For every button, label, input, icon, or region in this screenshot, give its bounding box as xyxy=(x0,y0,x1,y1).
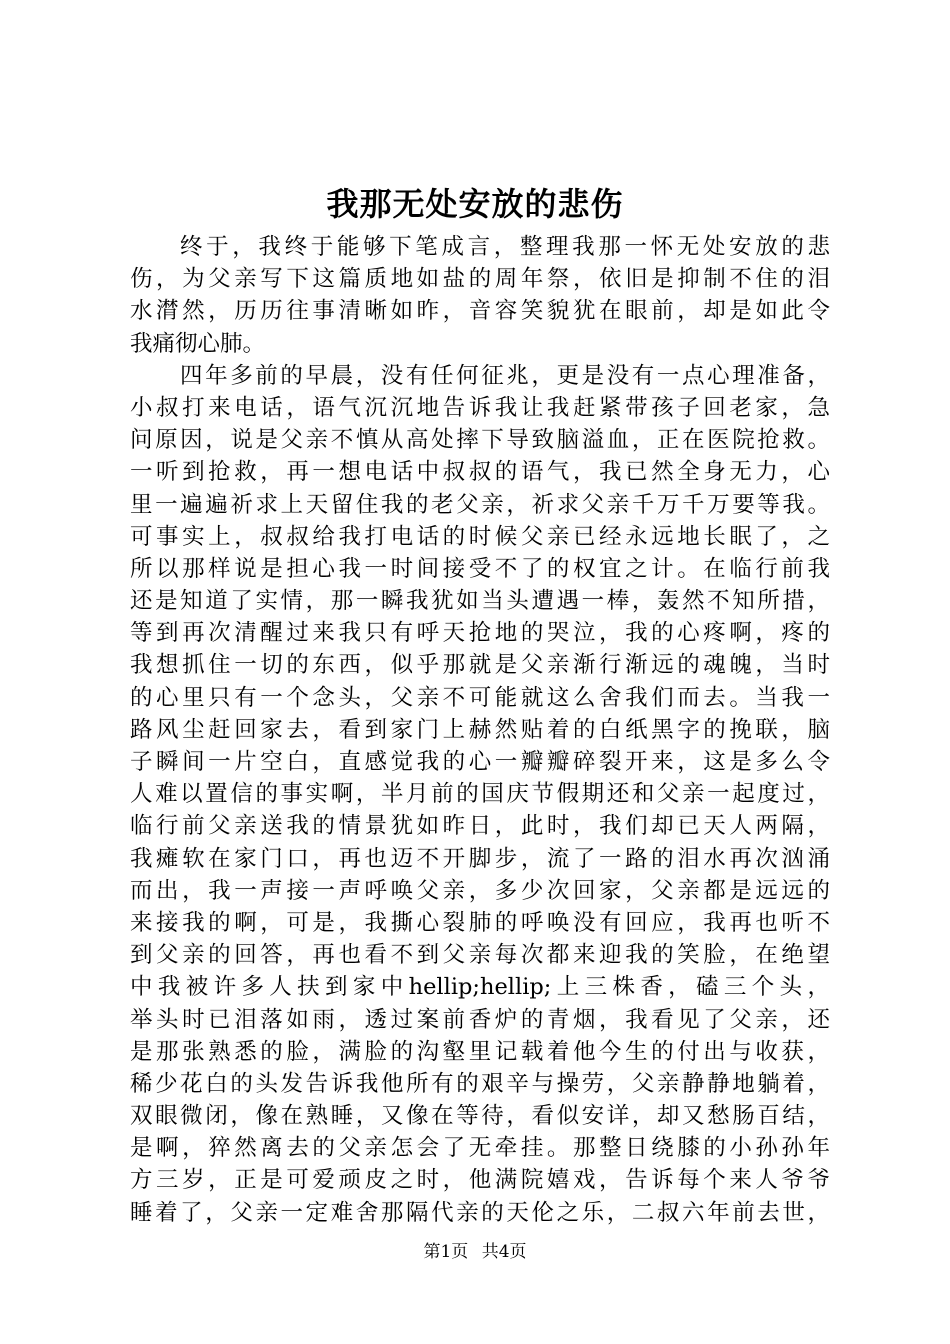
text-line: 人难以置信的事实啊，半月前的国庆节假期还和父亲一起度过， xyxy=(130,781,830,808)
text-line: 伤，为父亲写下这篇质地如盐的周年祭，依旧是抑制不住的泪 xyxy=(130,266,830,293)
text-line: 我想抓住一切的东西，似乎那就是父亲渐行渐远的魂魄，当时 xyxy=(130,652,830,679)
page-number-total: 共4页 xyxy=(481,1242,527,1262)
document-body xyxy=(130,231,830,1229)
text-line: 临行前父亲送我的情景犹如昨日，此时，我们却已天人两隔， xyxy=(130,813,830,840)
text-line: 所以那样说是担心我一时间接受不了的权宜之计。在临行前我 xyxy=(130,555,830,582)
text-line: 我痛彻心肺。 xyxy=(130,330,266,357)
text-line: 还是知道了实情，那一瞬我犹如当头遭遇一棒，轰然不知所措， xyxy=(130,588,830,615)
page-footer xyxy=(0,1240,950,1264)
text-line: 水潸然，历历往事清晰如昨，音容笑貌犹在眼前，却是如此令 xyxy=(130,298,830,325)
text-line: 方三岁，正是可爱顽皮之时，他满院嬉戏，告诉每个来人爷爷 xyxy=(130,1167,830,1194)
text-line: 稀少花白的头发告诉我他所有的艰辛与操劳，父亲静静地躺着， xyxy=(130,1070,830,1097)
text-line: 的心里只有一个念头，父亲不可能就这么舍我们而去。当我一 xyxy=(130,684,830,711)
text-line: 四年多前的早晨，没有任何征兆，更是没有一点心理准备， xyxy=(180,362,830,389)
text-line: 我瘫软在家门口，再也迈不开脚步，流了一路的泪水再次汹涌 xyxy=(130,845,830,872)
text-line: 是那张熟悉的脸，满脸的沟壑里记载着他今生的付出与收获， xyxy=(130,1038,830,1065)
text-line: 问原因，说是父亲不慎从高处摔下导致脑溢血，正在医院抢救。 xyxy=(130,427,830,454)
text-line: 终于，我终于能够下笔成言，整理我那一怀无处安放的悲 xyxy=(180,234,830,260)
text-line: 一听到抢救，再一想电话中叔叔的语气，我已然全身无力，心 xyxy=(130,459,830,486)
text-line: 而出，我一声接一声呼唤父亲，多少次回家，父亲都是远远的 xyxy=(130,877,830,904)
text-line: 小叔打来电话，语气沉沉地告诉我让我赶紧带孩子回老家，急 xyxy=(130,394,830,421)
text-line: 来接我的啊，可是，我撕心裂肺的呼唤没有回应，我再也听不 xyxy=(130,909,830,936)
text-line: 可事实上，叔叔给我打电话的时候父亲已经永远地长眠了，之 xyxy=(130,523,830,550)
document-title: 我那无处安放的悲伤 xyxy=(326,185,624,223)
text-line: 中我被许多人扶到家中hellip;hellip;上三株香，磕三个头， xyxy=(130,974,830,1001)
text-line: 里一遍遍祈求上天留住我的老父亲，祈求父亲千万千万要等我。 xyxy=(130,491,830,518)
text-line: 子瞬间一片空白，直感觉我的心一瓣瓣碎裂开来，这是多么令 xyxy=(130,749,830,775)
page-number-current: 第1页 xyxy=(423,1242,469,1262)
text-line: 等到再次清醒过来我只有呼天抢地的哭泣，我的心疼啊，疼的 xyxy=(130,620,830,647)
text-line: 是啊，猝然离去的父亲怎会了无牵挂。那整日绕膝的小孙孙年 xyxy=(130,1135,830,1162)
text-line: 到父亲的回答，再也看不到父亲每次都来迎我的笑脸，在绝望 xyxy=(130,942,830,969)
text-line: 举头时已泪落如雨，透过案前香炉的青烟，我看见了父亲，还 xyxy=(130,1006,830,1033)
text-line: 双眼微闭，像在熟睡，又像在等待，看似安详，却又愁肠百结， xyxy=(130,1103,830,1130)
text-line: 睡着了，父亲一定难舍那隔代亲的天伦之乐，二叔六年前去世， xyxy=(130,1199,830,1226)
text-line: 路风尘赶回家去，看到家门上赫然贴着的白纸黑字的挽联，脑 xyxy=(130,716,830,743)
